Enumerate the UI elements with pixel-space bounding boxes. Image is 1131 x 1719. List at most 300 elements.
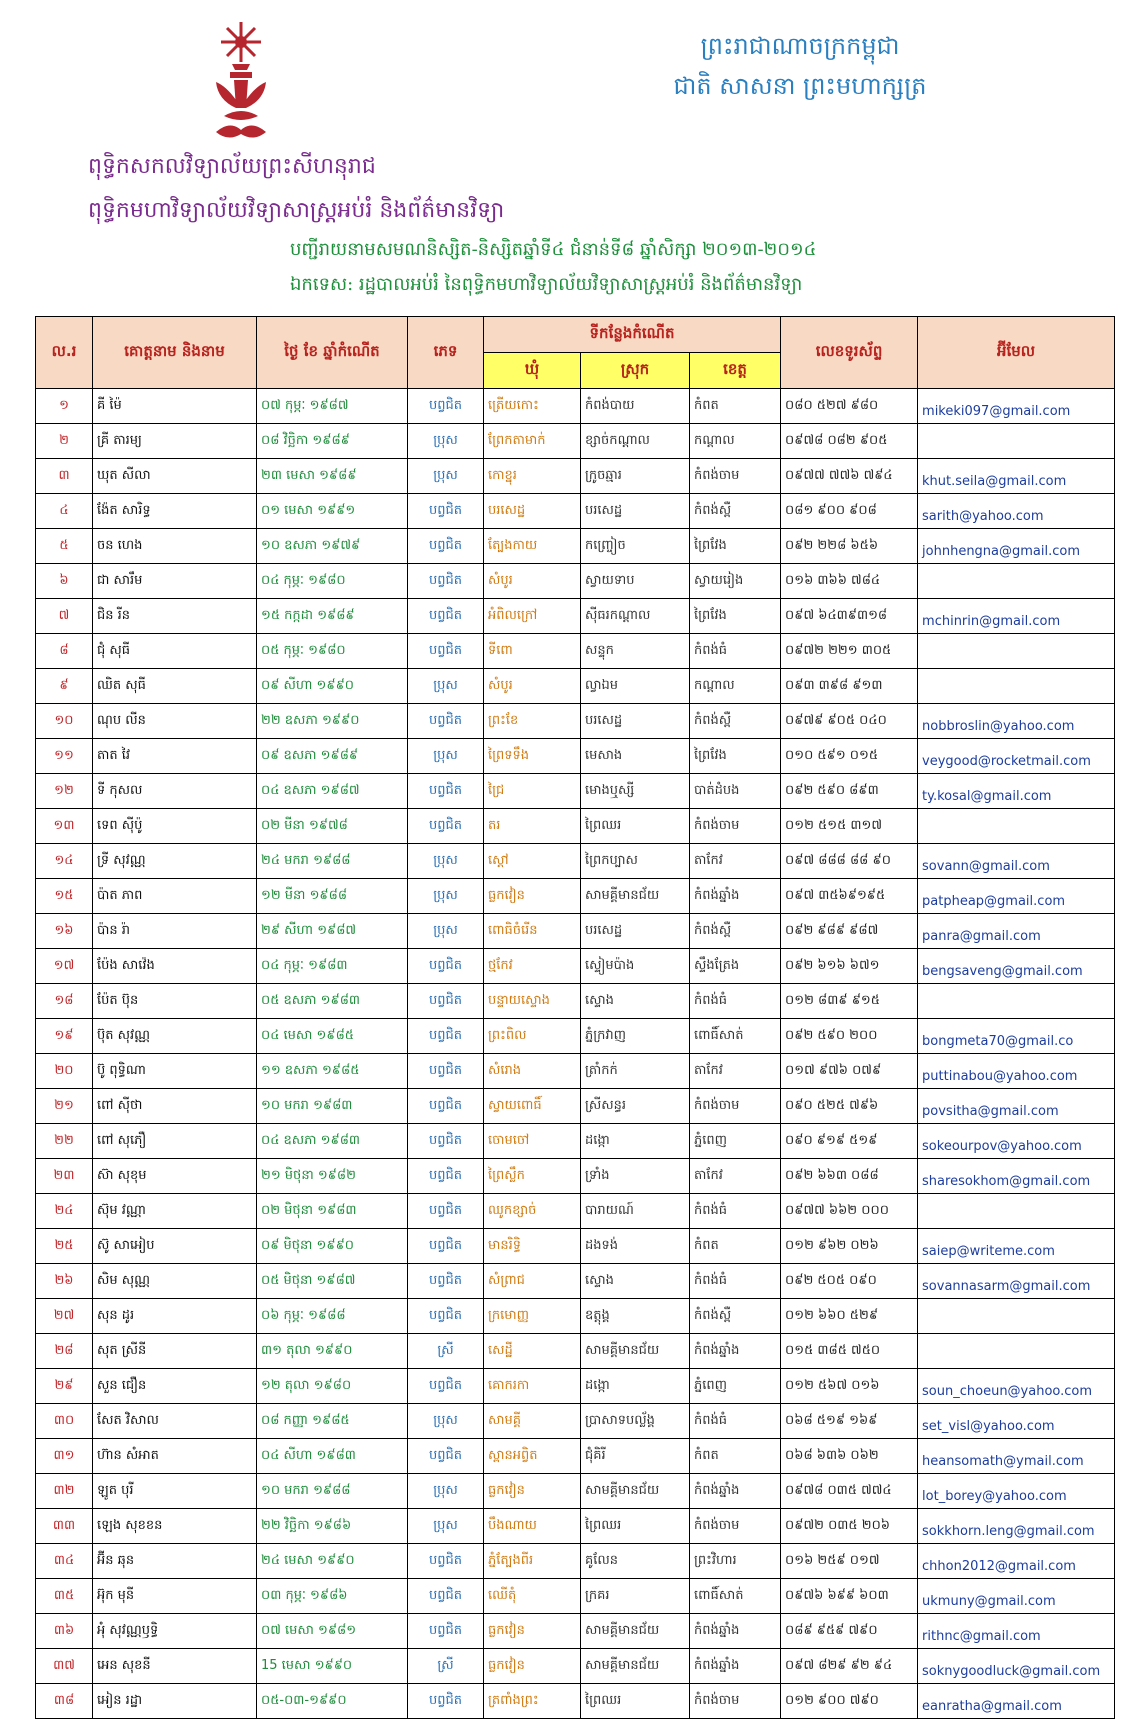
phone-number: ០១២ ៥១៥ ៣១៧ [781,809,918,844]
birth-date: ០២ មីនា ១៩៧៨ [257,809,408,844]
birth-commune: បន្ទាយស្ទោង [484,984,581,1019]
birth-province: បាត់ដំបង [690,774,781,809]
birth-commune: ទីពោ [484,634,581,669]
table-row [36,1509,1115,1544]
birth-province: កំពង់ធំ [690,634,781,669]
birth-province: កំពង់ឆ្នាំង [690,1614,781,1649]
row-number: ១ [36,389,93,424]
email-address: ty.kosal@gmail.com [918,774,1115,809]
birth-commune: ធ្លកវៀន [484,1614,581,1649]
birth-date: ០៥ មិថុនា ១៩៨៧ [257,1264,408,1299]
table-row [36,1439,1115,1474]
student-name: ប៉ែត ប៊ុន [93,984,257,1019]
col-header-no: ល.រ [36,317,93,389]
birth-province: កំពង់ស្ពឺ [690,1299,781,1334]
birth-date: ០៥-០៣-១៩៩០ [257,1684,408,1719]
col-header-email: អ៊ីមែល [918,317,1115,389]
birth-province: កំពង់ចាម [690,1509,781,1544]
birth-district: សាមគ្គីមានជ័យ [581,1474,690,1509]
birth-district: ក្រគរ [581,1579,690,1614]
student-name: ង៉ែត សារិទ្ធ [93,494,257,529]
student-name: ពៅ សុភឿ [93,1124,257,1159]
gender: បព្វជិត [408,1229,484,1264]
faculty-name: ពុទ្ធិកមហាវិទ្យាល័យវិទ្យាសាស្ត្រអប់រំ និងព័ត៌មានវិទ្យា [88,198,505,223]
col-header-birthplace: ទីកន្លែងកំណើត [484,317,781,353]
birth-date: ០៩ មិថុនា ១៩៩០ [257,1229,408,1264]
birth-district: ព្រៃឈរ [581,1509,690,1544]
table-row [36,949,1115,984]
email-address: set_visl@yahoo.com [918,1404,1115,1439]
birth-district: ស្វាយទាប [581,564,690,599]
gender: ស្រី [408,1334,484,1369]
birth-province: ពោធិ៍សាត់ [690,1019,781,1054]
email-address: chhon2012@gmail.com [918,1544,1115,1579]
birth-district: មេសាង [581,739,690,774]
student-name: សិម សុណ្ណ [93,1264,257,1299]
birth-commune: ព្រែកតាមាក់ [484,424,581,459]
birth-date: ០៣ កុម្ភៈ ១៩៨៦ [257,1579,408,1614]
birth-commune: សំបូរ [484,669,581,704]
gender: បព្វជិត [408,1159,484,1194]
birth-commune: ស្ពានអព្វិត [484,1439,581,1474]
birth-district: ស្ទៀមប៉ាង [581,949,690,984]
row-number: ៩ [36,669,93,704]
email-address: rithnc@gmail.com [918,1614,1115,1649]
birth-commune: កោខ្នុរ [484,459,581,494]
row-number: ២៦ [36,1264,93,1299]
table-row [36,1159,1115,1194]
email-address: sarith@yahoo.com [918,494,1115,529]
birth-district: បរសេដ្ឋ [581,704,690,739]
university-logo [210,20,272,148]
gender: បព្វជិត [408,529,484,564]
email-address: johnhengna@gmail.com [918,529,1115,564]
phone-number: ០៩០ ៥២៥ ៧៩៦ [781,1089,918,1124]
gender: ប្រុស [408,1474,484,1509]
row-number: ៣៥ [36,1579,93,1614]
row-number: ១៦ [36,914,93,949]
row-number: ៧ [36,599,93,634]
row-number: ១៥ [36,879,93,914]
phone-number: ០៩២ ៦៦៣ ០៨៨ [781,1159,918,1194]
phone-number: ០៩៧៨ ០៣៥ ៧៧៤ [781,1474,918,1509]
student-name: អេន សុខនី [93,1649,257,1684]
gender: បព្វជិត [408,1054,484,1089]
email-address: sokeourpov@yahoo.com [918,1124,1115,1159]
row-number: ២ [36,424,93,459]
student-name: ហ៊ាន សំអាត [93,1439,257,1474]
birth-commune: បរសេដ្ឋ [484,494,581,529]
birth-commune: ឈូកខ្សាច់ [484,1194,581,1229]
phone-number: ០៩៧២ ២២១ ៣០៥ [781,634,918,669]
birth-date: ២៣ មេសា ១៩៨៩ [257,459,408,494]
student-name: ជា សារឹម [93,564,257,599]
birth-date: ០៨ កញ្ញា ១៩៨៥ [257,1404,408,1439]
phone-number: ០៩២ ៦១៦ ៦៧១ [781,949,918,984]
birth-province: ពោធិ៍សាត់ [690,1579,781,1614]
birth-commune: តរ [484,809,581,844]
gender: បព្វជិត [408,1684,484,1719]
gender: បព្វជិត [408,599,484,634]
phone-number: ០៩៧២ ០៣៥ ២០៦ [781,1509,918,1544]
birth-date: ០៤ កុម្ភៈ ១៩៨៣ [257,949,408,984]
email-address [918,634,1115,669]
birth-district: ព្រៃឈរ [581,809,690,844]
gender: បព្វជិត [408,1124,484,1159]
row-number: ៣១ [36,1439,93,1474]
student-name: ឈិត សុធី [93,669,257,704]
table-row [36,774,1115,809]
student-name: ទេព ស៊ីប៉ូ [93,809,257,844]
birth-date: ១០ មករា ១៩៨៣ [257,1089,408,1124]
phone-number: ០៩៧៦ ៦៩៩ ៦០៣ [781,1579,918,1614]
row-number: ១១ [36,739,93,774]
student-name: ឡូត បុរី [93,1474,257,1509]
table-row [36,1614,1115,1649]
gender: បព្វជិត [408,1019,484,1054]
birth-district: ស្ទោង [581,984,690,1019]
email-address [918,1334,1115,1369]
email-address [918,809,1115,844]
birth-commune: ឈើតុំ [484,1579,581,1614]
table-row [36,494,1115,529]
birth-province: កំពង់ចាម [690,459,781,494]
email-address: veygood@rocketmail.com [918,739,1115,774]
student-name: ស៊ុម វណ្ណា [93,1194,257,1229]
student-name: ស៊ូ សាអៀប [93,1229,257,1264]
student-name: សុន ដូរ [93,1299,257,1334]
table-row [36,809,1115,844]
gender: បព្វជិត [408,704,484,739]
table-row [36,599,1115,634]
phone-number: ០១០ ៥៩១ ០១៥ [781,739,918,774]
row-number: ៤ [36,494,93,529]
col-header-province: ខេត្ត [690,353,781,389]
birth-province: កំពង់ចាម [690,1684,781,1719]
table-row [36,1684,1115,1719]
birth-province: កំពង់ចាម [690,809,781,844]
birth-commune: ត្បែងកាយ [484,529,581,564]
birth-district: ភ្នំក្រវាញ [581,1019,690,1054]
birth-date: ០២ មិថុនា ១៩៨៣ [257,1194,408,1229]
birth-province: តាកែវ [690,1159,781,1194]
row-number: ២៣ [36,1159,93,1194]
table-row [36,1124,1115,1159]
row-number: ៥ [36,529,93,564]
gender: បព្វជិត [408,1089,484,1124]
student-name: តាត វៃ [93,739,257,774]
birth-commune: ពោធិចំរើន [484,914,581,949]
birth-commune: ថ្មកែវ [484,949,581,984]
birth-commune: ស្ដៅ [484,844,581,879]
birth-district: ក្រូចឆ្មារ [581,459,690,494]
birth-commune: សំរោង [484,1054,581,1089]
kingdom-line-2: ជាតិ សាសនា ព្រះមហាក្សត្រ [673,72,927,100]
table-row [36,1299,1115,1334]
birth-commune: សាមគ្គី [484,1404,581,1439]
birth-district: មោងឬស្សី [581,774,690,809]
birth-date: ០៧ មេសា ១៩៨១ [257,1614,408,1649]
email-address: panra@gmail.com [918,914,1115,949]
birth-date: ២១ មិថុនា ១៩៨២ [257,1159,408,1194]
table-row [36,1544,1115,1579]
row-number: ៦ [36,564,93,599]
gender: ប្រុស [408,739,484,774]
phone-number: ០១២ ៦៦០ ៥២៩ [781,1299,918,1334]
birth-date: ០៤ កុម្ភៈ ១៩៨០ [257,564,408,599]
table-row [36,914,1115,949]
table-row [36,739,1115,774]
birth-date: ០៩ ឧសភា ១៩៨៩ [257,739,408,774]
email-address: soun_choeun@yahoo.com [918,1369,1115,1404]
student-name: ប៊ូ ពុទ្ធិណា [93,1054,257,1089]
table-row [36,389,1115,424]
table-row [36,424,1115,459]
birth-commune: ត្រើយកោះ [484,389,581,424]
birth-commune: ត្រពាំងព្រះ [484,1684,581,1719]
birth-province: ព្រះវិហារ [690,1544,781,1579]
email-address: bongmeta70@gmail.co [918,1019,1115,1054]
birth-province: កំពង់ឆ្នាំង [690,1334,781,1369]
birth-date: ១១ ឧសភា ១៩៨៥ [257,1054,408,1089]
table-row [36,1334,1115,1369]
email-address: patpheap@gmail.com [918,879,1115,914]
table-row [36,459,1115,494]
table-row [36,704,1115,739]
email-address: heansomath@ymail.com [918,1439,1115,1474]
birth-district: បរសេដ្ឋ [581,914,690,949]
birth-province: កំពង់ស្ពឺ [690,914,781,949]
birth-province: ភ្នំពេញ [690,1369,781,1404]
col-header-name: គោត្តនាម និងនាម [93,317,257,389]
student-name: អ៊ុក មុនី [93,1579,257,1614]
birth-province: កំពត [690,1439,781,1474]
birth-province: កំពង់ធំ [690,1404,781,1439]
email-address: mikeki097@gmail.com [918,389,1115,424]
student-roster-table [35,316,1115,1719]
col-header-district: ស្រុក [581,353,690,389]
email-address: lot_borey@yahoo.com [918,1474,1115,1509]
email-address: povsitha@gmail.com [918,1089,1115,1124]
gender: បព្វជិត [408,984,484,1019]
table-row [36,844,1115,879]
email-address: puttinabou@yahoo.com [918,1054,1115,1089]
birth-province: តាកែវ [690,844,781,879]
birth-province: កណ្ដាល [690,669,781,704]
birth-commune: អំពិលក្រៅ [484,599,581,634]
list-title: បញ្ជីរាយនាមសមណនិស្សិត-និស្សិតឆ្នាំទី៤ ជំនាន់ទី៨ ឆ្នាំសិក្សា ២០១៣-២០១៤ [290,239,817,260]
phone-number: ០៦៨ ៦៣៦ ០៦២ [781,1439,918,1474]
birth-province: ព្រៃវែង [690,739,781,774]
birth-commune: ព្រៃទទឹង [484,739,581,774]
birth-province: កំពង់ស្ពឺ [690,494,781,529]
phone-number: ០១២ ៥៦៧ ០១៦ [781,1369,918,1404]
birth-province: កំពត [690,1229,781,1264]
table-row [36,1579,1115,1614]
major-title: ឯកទេស: រដ្ឋបាលអប់រំ នៃពុទ្ធិកមហាវិទ្យាល័យវិទ្យាសាស្ត្រអប់រំ និងព័ត៌មានវិទ្យា [290,274,803,295]
birth-date: ២៩ សីហា ១៩៨៧ [257,914,408,949]
email-address: saiep@writeme.com [918,1229,1115,1264]
birth-commune: ធ្លកវៀន [484,879,581,914]
birth-district: ដង្កោ [581,1124,690,1159]
student-name: សួន ជឿន [93,1369,257,1404]
student-name: គ្រី តារម្យ [93,424,257,459]
table-row [36,669,1115,704]
birth-province: កំពង់ធំ [690,1264,781,1299]
birth-date: ២៤ មេសា ១៩៩០ [257,1544,408,1579]
birth-commune: ធ្លកវៀន [484,1474,581,1509]
table-row [36,1054,1115,1089]
email-address: sovannasarm@gmail.com [918,1264,1115,1299]
university-name: ពុទ្ធិកសកលវិទ្យាល័យព្រះសីហនុរាជ [88,154,376,179]
birth-commune: មានរិទ្ធិ [484,1229,581,1264]
phone-number: ០៩៧ ៣៥៦៩១៩៥ [781,879,918,914]
student-name: អុំ សុវណ្ណឫទ្ធិ [93,1614,257,1649]
birth-date: ០៤ មេសា ១៩៨៥ [257,1019,408,1054]
birth-district: ត្រាំកក់ [581,1054,690,1089]
student-name: ប៉ាន រ៉ា [93,914,257,949]
birth-province: តាកែវ [690,1054,781,1089]
birth-commune: បឹងណាយ [484,1509,581,1544]
gender: ប្រុស [408,424,484,459]
birth-commune: ចោមចៅ [484,1124,581,1159]
birth-district: ដង្កោ [581,1369,690,1404]
birth-province: ព្រៃវែង [690,599,781,634]
phone-number: ០៩៧ ៦៤៣៩៣១៨ [781,599,918,634]
table-row [36,1089,1115,1124]
gender: ប្រុស [408,844,484,879]
birth-province: កំពង់ធំ [690,1194,781,1229]
student-name: សែត វិសាល [93,1404,257,1439]
table-row [36,1019,1115,1054]
birth-date: ០៦ កុម្ភៈ ១៩៨៨ [257,1299,408,1334]
row-number: ២០ [36,1054,93,1089]
row-number: ៣២ [36,1474,93,1509]
birth-date: ១២ តុលា ១៩៨០ [257,1369,408,1404]
birth-district: បារាយណ៍ [581,1194,690,1229]
birth-date: ១០ ឧសភា ១៩៧៩ [257,529,408,564]
birth-date: ៣១ តុលា ១៩៩០ [257,1334,408,1369]
birth-district: កញ្ច្រៀច [581,529,690,564]
row-number: ៨ [36,634,93,669]
row-number: ២១ [36,1089,93,1124]
email-address: ukmuny@gmail.com [918,1579,1115,1614]
table-row [36,1229,1115,1264]
birth-date: ២៤ មករា ១៩៨៨ [257,844,408,879]
birth-date: ១៥ កក្កដា ១៩៨៩ [257,599,408,634]
table-row [36,1474,1115,1509]
gender: បព្វជិត [408,1544,484,1579]
birth-province: កំពង់ធំ [690,984,781,1019]
gender: បព្វជិត [408,949,484,984]
birth-date: ១២ មីនា ១៩៨៨ [257,879,408,914]
birth-district: ទ្រាំង [581,1159,690,1194]
email-address: soknygoodluck@gmail.com [918,1649,1115,1684]
birth-district: ឧត្ដុង្គ [581,1299,690,1334]
col-header-phone: លេខទូរស័ព្ទ [781,317,918,389]
birth-commune: ព្រៃស្លឹក [484,1159,581,1194]
email-address: khut.seila@gmail.com [918,459,1115,494]
birth-date: ២២ ឧសភា ១៩៩០ [257,704,408,739]
row-number: ២៤ [36,1194,93,1229]
birth-district: សាមគ្គីមានជ័យ [581,1614,690,1649]
gender: បព្វជិត [408,1579,484,1614]
phone-number: ០៩៣ ៣៩៨ ៩១៣ [781,669,918,704]
gender: បព្វជិត [408,1369,484,1404]
phone-number: ០៩២ ២២៨ ៦៥៦ [781,529,918,564]
student-name: គី ម៉ៃ [93,389,257,424]
row-number: ៣៤ [36,1544,93,1579]
row-number: ១០ [36,704,93,739]
email-address: sokkhorn.leng@gmail.com [918,1509,1115,1544]
birth-district: បរសេដ្ឋ [581,494,690,529]
birth-province: កំពង់ឆ្នាំង [690,1649,781,1684]
row-number: ៣០ [36,1404,93,1439]
student-name: សុត ស្រីនី [93,1334,257,1369]
student-name: ទី កុសល [93,774,257,809]
birth-date: ០៩ សីហា ១៩៩០ [257,669,408,704]
gender: បព្វជិត [408,389,484,424]
student-name: ជុំ សុធី [93,634,257,669]
email-address: sovann@gmail.com [918,844,1115,879]
gender: បព្វជិត [408,809,484,844]
phone-number: ០៩៧ ៨៨៨ ៨៨ ៩០ [781,844,918,879]
birth-district: ស្រីសន្ធរ [581,1089,690,1124]
email-address [918,669,1115,704]
row-number: ៣៦ [36,1614,93,1649]
phone-number: ០៩៧៩ ៩០៥ ០៤០ [781,704,918,739]
phone-number: ០៨០ ៥២៧ ៩៨០ [781,389,918,424]
email-address [918,1299,1115,1334]
gender: ស្រី [408,1649,484,1684]
birth-province: ព្រៃវែង [690,529,781,564]
row-number: ២៩ [36,1369,93,1404]
row-number: ២៨ [36,1334,93,1369]
gender: ប្រុស [408,1404,484,1439]
birth-district: ជុំគិរី [581,1439,690,1474]
birth-commune: ព្រះពិល [484,1019,581,1054]
birth-province: ស្ទឹងត្រែង [690,949,781,984]
student-name: ជិន រីន [93,599,257,634]
birth-commune: គោករកា [484,1369,581,1404]
table-row [36,564,1115,599]
birth-date: ០៥ កុម្ភៈ ១៩៨០ [257,634,408,669]
gender: បព្វជិត [408,1264,484,1299]
birth-date: ១០ មករា ១៩៨៨ [257,1474,408,1509]
student-name: អ៊ីន ឆុន [93,1544,257,1579]
col-header-sex: ភេទ [408,317,484,389]
email-address [918,1194,1115,1229]
gender: បព្វជិត [408,1194,484,1229]
gender: បព្វជិត [408,1614,484,1649]
row-number: ២២ [36,1124,93,1159]
gender: ប្រុស [408,1509,484,1544]
phone-number: ០៦៨ ៥១៩ ១៦៩ [781,1404,918,1439]
table-row [36,1404,1115,1439]
student-name: ឃុត សីលា [93,459,257,494]
gender: បព្វជិត [408,1439,484,1474]
row-number: ៣៣ [36,1509,93,1544]
student-name: ទ្រី សុវណ្ណ [93,844,257,879]
birth-district: ព្រៃកប្បាស [581,844,690,879]
phone-number: ០៩២ ៩៨៩ ៩៨៧ [781,914,918,949]
phone-number: ០៩៧៨ ០៨២ ៩០៥ [781,424,918,459]
gender: បព្វជិត [408,1299,484,1334]
row-number: ៣ [36,459,93,494]
birth-province: ស្វាយរៀង [690,564,781,599]
phone-number: ០៩៧៧ ៧៧៦ ៧៩៤ [781,459,918,494]
birth-district: ខ្សាច់កណ្ដាល [581,424,690,459]
